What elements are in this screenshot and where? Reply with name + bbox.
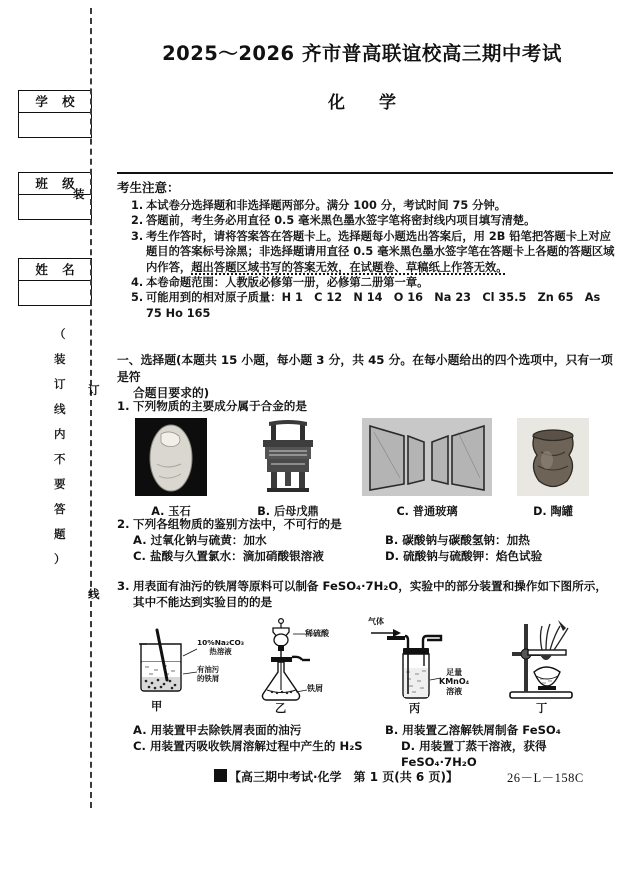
question-1-option-c-caption: C. 普通玻璃	[396, 505, 458, 518]
question-3-text: 用表面有油污的铁屑等原料可以制备 FeSO₄·7H₂O，实验中的部分装置和操作如下图所示，	[133, 579, 607, 593]
question-1-option-d-caption: D. 陶罐	[533, 505, 573, 518]
seal-note-char: 不	[54, 452, 66, 466]
school-field-box[interactable]	[18, 90, 92, 138]
apparatus-jia-label-filings: 有油污 的铁屑	[197, 665, 220, 683]
question-1-option-d-figure[interactable]	[517, 418, 589, 519]
name-field-label: 姓 名	[19, 259, 91, 281]
notice-item	[131, 198, 617, 213]
question-2	[117, 516, 617, 564]
header-divider	[117, 172, 613, 174]
seal-note-char: （	[54, 327, 66, 341]
seal-note-char: 要	[54, 477, 66, 491]
beaker-with-rod-icon	[127, 622, 239, 704]
bronze-ding-icon	[247, 418, 329, 496]
question-2-stem	[117, 516, 617, 532]
notice-item-body: 考生作答时，请将答案答在答题卡上。选择题每小题选出答案后，用 2B 铅笔把答题卡上对应题目的答案标号涂黑；非选择题请用直径 0.5 毫米黑色墨水签字笔在答题卡上各题的答题区域内作答，	[146, 229, 615, 274]
question-2-option-row	[133, 532, 617, 548]
question-1-option-b-caption: B. 后母戊鼎	[257, 505, 319, 518]
apparatus-bing-label-kmno4: 足量 KMnO₄ 溶液	[439, 668, 470, 696]
publisher-logo-icon	[214, 769, 227, 782]
notice-item-text	[146, 229, 617, 275]
apparatus-yi-label-filings: 铁屑	[307, 684, 323, 693]
section-heading	[117, 352, 617, 402]
pottery-jar-icon	[517, 418, 589, 496]
notice-item	[131, 275, 617, 290]
apparatus-jia[interactable]	[127, 622, 245, 713]
notice-item-number: 5.	[131, 291, 144, 305]
notice-item-emphasis: 超出答题区域书写的答案无效，在试题卷、草稿纸上作答无效。	[191, 260, 508, 274]
seal-note-char: 内	[54, 427, 66, 441]
subject-title: 化 学	[328, 93, 410, 113]
notice-item-text: 本卷命题范围：人教版必修第一册，必修第二册第一章。	[146, 276, 429, 290]
notice-item	[131, 213, 617, 228]
question-1-stem	[117, 398, 617, 414]
apparatus-yi[interactable]	[247, 616, 359, 715]
question-2-option-a[interactable]: A. 过氧化钠与硫黄：加水	[133, 533, 267, 547]
binding-dashed-line	[90, 8, 92, 808]
apparatus-yi-caption: 乙	[275, 702, 287, 715]
class-field-label: 班 级	[19, 173, 91, 195]
glass-panels-icon	[362, 418, 492, 496]
binding-margin-column	[0, 0, 112, 890]
notice-item-number: 4.	[131, 276, 144, 290]
question-3-stem	[117, 578, 617, 594]
question-3-option-a[interactable]: A. 用装置甲去除铁屑表面的油污	[133, 723, 302, 737]
question-3-text-cont: 其中不能达到实验目的的是	[133, 595, 273, 609]
question-1-option-c-figure[interactable]	[362, 418, 492, 519]
apparatus-bing-label-gas: 气体	[368, 617, 384, 626]
question-1-option-b-figure[interactable]	[247, 418, 329, 519]
seal-char-ding: 订	[88, 383, 100, 397]
apparatus-jia-caption: 甲	[151, 700, 163, 713]
question-3-option-row	[133, 722, 617, 738]
section-heading-line2: 合题目要求的)	[133, 386, 210, 400]
question-3-option-c[interactable]: C. 用装置丙吸收铁屑溶解过程中产生的 H₂S	[133, 739, 363, 753]
notice-item	[131, 290, 617, 321]
apparatus-bing-caption: 丙	[409, 702, 421, 715]
question-3-apparatus-row	[117, 616, 617, 720]
apparatus-jia-label-solution: 10%Na₂CO₃ 热溶液	[197, 638, 245, 656]
evaporating-dish-stand-icon	[502, 616, 598, 704]
question-1-option-a-caption: A. 玉石	[151, 505, 191, 518]
seal-note-char: 线	[54, 402, 66, 416]
seal-warning-vertical-text	[54, 322, 66, 572]
seal-note-char: 题	[54, 527, 66, 541]
apparatus-ding-caption: 丁	[536, 702, 548, 715]
question-3-option-b[interactable]: B. 用装置乙溶解铁屑制备 FeSO₄	[385, 723, 561, 737]
page-body	[112, 0, 626, 890]
seal-note-char: 装	[54, 352, 66, 366]
question-1-number: 1.	[117, 399, 130, 413]
seal-note-char: 答	[54, 502, 66, 516]
page-title: 2025～2026 齐市普高联谊校高三期中考试	[162, 42, 562, 65]
question-3-options	[117, 722, 617, 770]
notice-item-text: 本试卷分选择题和非选择题两部分。满分 100 分，考试时间 75 分钟。	[146, 199, 507, 212]
footer-page-label: 【高三期中考试·化学 第 1 页(共 6 页)】	[229, 770, 458, 784]
notice-item-number: 1.	[131, 199, 144, 212]
seal-note-char: ）	[54, 552, 66, 566]
school-field-label: 学 校	[19, 91, 91, 113]
apparatus-yi-label-acid: 稀硫酸	[305, 629, 329, 638]
footer-paper-code: 26－L－158C	[507, 771, 584, 785]
question-3-option-row	[133, 738, 617, 770]
question-2-option-b[interactable]: B. 碳酸钠与碳酸氢钠：加热	[385, 533, 530, 547]
notice-item-text: 答题前，考生务必用直径 0.5 毫米黑色墨水签字笔将密封线内项目填写清楚。	[146, 214, 536, 228]
question-1	[117, 398, 617, 414]
question-3	[117, 578, 617, 610]
question-1-option-a-figure[interactable]	[135, 418, 207, 519]
name-field-box[interactable]	[18, 258, 92, 306]
notice-item-number: 3.	[131, 229, 144, 243]
question-1-figure-row	[117, 418, 617, 518]
notice-item-number: 2.	[131, 214, 144, 228]
school-field-input[interactable]	[19, 113, 91, 137]
apparatus-ding[interactable]	[502, 616, 598, 715]
seal-char-zhuang: 装	[73, 187, 85, 201]
name-field-input[interactable]	[19, 281, 91, 305]
seal-char-xian: 线	[88, 587, 100, 601]
section-heading-line1: 一、选择题(本题共 15 小题，每小题 3 分，共 45 分。在每小题给出的四个选项中，只有一项是符	[117, 353, 613, 384]
question-1-text: 下列物质的主要成分属于合金的是	[133, 399, 307, 413]
flask-with-funnel-icon	[247, 616, 359, 704]
jade-stone-icon	[135, 418, 207, 496]
question-2-option-row	[133, 548, 617, 564]
seal-note-char: 订	[54, 377, 66, 391]
question-2-number: 2.	[117, 517, 130, 531]
notice-item-text: 可能用到的相对原子质量：H 1 C 12 N 14 O 16 Na 23 Cl 35.5 Zn 65 As 75 Ho 165	[146, 291, 601, 320]
question-3-number: 3.	[117, 579, 130, 593]
notice-heading: 考生注意：	[117, 180, 180, 195]
question-2-text: 下列各组物质的鉴别方法中，不可行的是	[133, 517, 342, 531]
notice-item	[131, 229, 617, 275]
candidate-notice	[117, 178, 617, 321]
question-2-option-c[interactable]: C. 盐酸与久置氯水：滴加硝酸银溶液	[133, 549, 324, 563]
apparatus-bing[interactable]	[367, 616, 487, 715]
question-3-option-d[interactable]: D. 用装置丁蒸干溶液，获得 FeSO₄·7H₂O	[401, 739, 547, 769]
question-2-option-d[interactable]: D. 硫酸钠与硫酸钾：焰色试验	[385, 549, 543, 563]
